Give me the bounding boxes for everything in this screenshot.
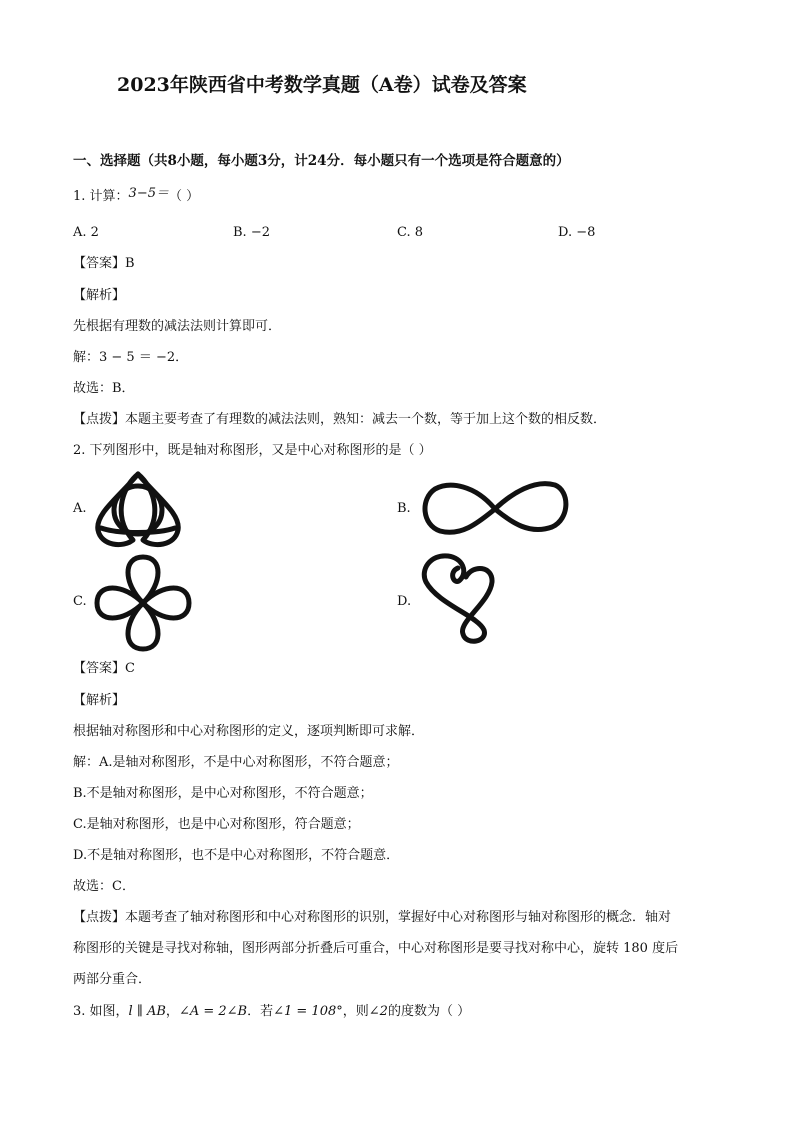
q2-choice-line: 故选：C． [73,879,135,894]
q1-tip-line: 【点拨】本题主要考查了有理数的减法法则，熟知：减去一个数，等于加上这个数的相反数． [73,412,607,427]
q1-stem-text: 1. 计算： [73,189,129,204]
q3-angle-2: ∠2 [368,1004,388,1019]
q2-figure-b-infinity [420,475,570,544]
q2-tip-line-2: 称图形的关键是寻找对称轴，图形两部分折叠后可重合，中心对称图形是要寻找对称中心，旋转 180 度后 [73,941,679,956]
q1-stem [73,186,200,205]
section-heading: 一、选择题（共8小题，每小题3分，计24分．每小题只有一个选项是符合题意的） [73,153,570,169]
q1-solution-line: 解：3 − 5 ＝ −2． [73,350,189,365]
q2-figure-a-trefoil [93,468,183,552]
q3-tail: 的度数为（ ） [387,1004,471,1019]
q2-figure-d-knot [418,552,503,651]
q2-stem: 2. 下列图形中，既是轴对称图形，又是中心对称图形的是（ ） [73,443,432,458]
q2-solution-line-a: 解：A.是轴对称图形，不是中心对称图形，不符合题意； [73,755,399,770]
q3-condition-parallel: l ∥ AB [128,1004,166,1019]
page-title: 2023年陕西省中考数学真题（A卷）试卷及答案 [117,74,527,96]
q2-option-a-label: A. [73,501,87,516]
q3-separator: ．若 [247,1004,274,1019]
q2-solution-line-c: C.是轴对称图形，也是中心对称图形，符合题意； [73,817,360,832]
q1-expression: 3−5＝ [128,186,169,201]
q2-analysis-label: 【解析】 [73,693,126,708]
q3-condition-angle-a: ∠A = 2∠B [178,1004,248,1019]
q2-answer: 【答案】C [73,661,135,676]
q2-tip-line-3: 两部分重合． [73,972,152,987]
q3-stem [73,1004,470,1020]
q2-option-c-label: C. [73,594,87,609]
q3-number: 3. 如图， [73,1004,129,1019]
q1-option-c: C. 8 [397,225,424,240]
q1-option-b: B. −2 [233,225,270,240]
q1-analysis-label: 【解析】 [73,288,126,303]
q2-solution-line-d: D.不是轴对称图形，也不是中心对称图形，不符合题意． [73,848,400,863]
q1-choice-line: 故选：B． [73,381,135,396]
q1-analysis-line: 先根据有理数的减法法则计算即可． [73,319,282,334]
q2-option-b-label: B. [397,501,411,516]
q3-separator: ， [165,1004,179,1019]
q2-figure-c-four-petal [93,553,193,657]
q1-option-d: D. −8 [558,225,596,240]
q2-option-d-label: D. [397,594,412,609]
q2-tip-line-1: 【点拨】本题考查了轴对称图形和中心对称图形的识别，掌握好中心对称图形与轴对称图形的概念．轴对 [73,910,672,925]
q3-condition-angle-1: ∠1 = 108° [273,1004,343,1019]
q1-answer: 【答案】B [73,256,135,271]
q1-option-a: A. 2 [73,225,99,240]
q1-paren: （ ） [168,189,200,204]
q2-solution-line-b: B.不是轴对称图形，是中心对称图形，不符合题意； [73,786,373,801]
q2-analysis-line: 根据轴对称图形和中心对称图形的定义，逐项判断即可求解． [73,724,425,739]
q3-separator: ，则 [342,1004,369,1019]
